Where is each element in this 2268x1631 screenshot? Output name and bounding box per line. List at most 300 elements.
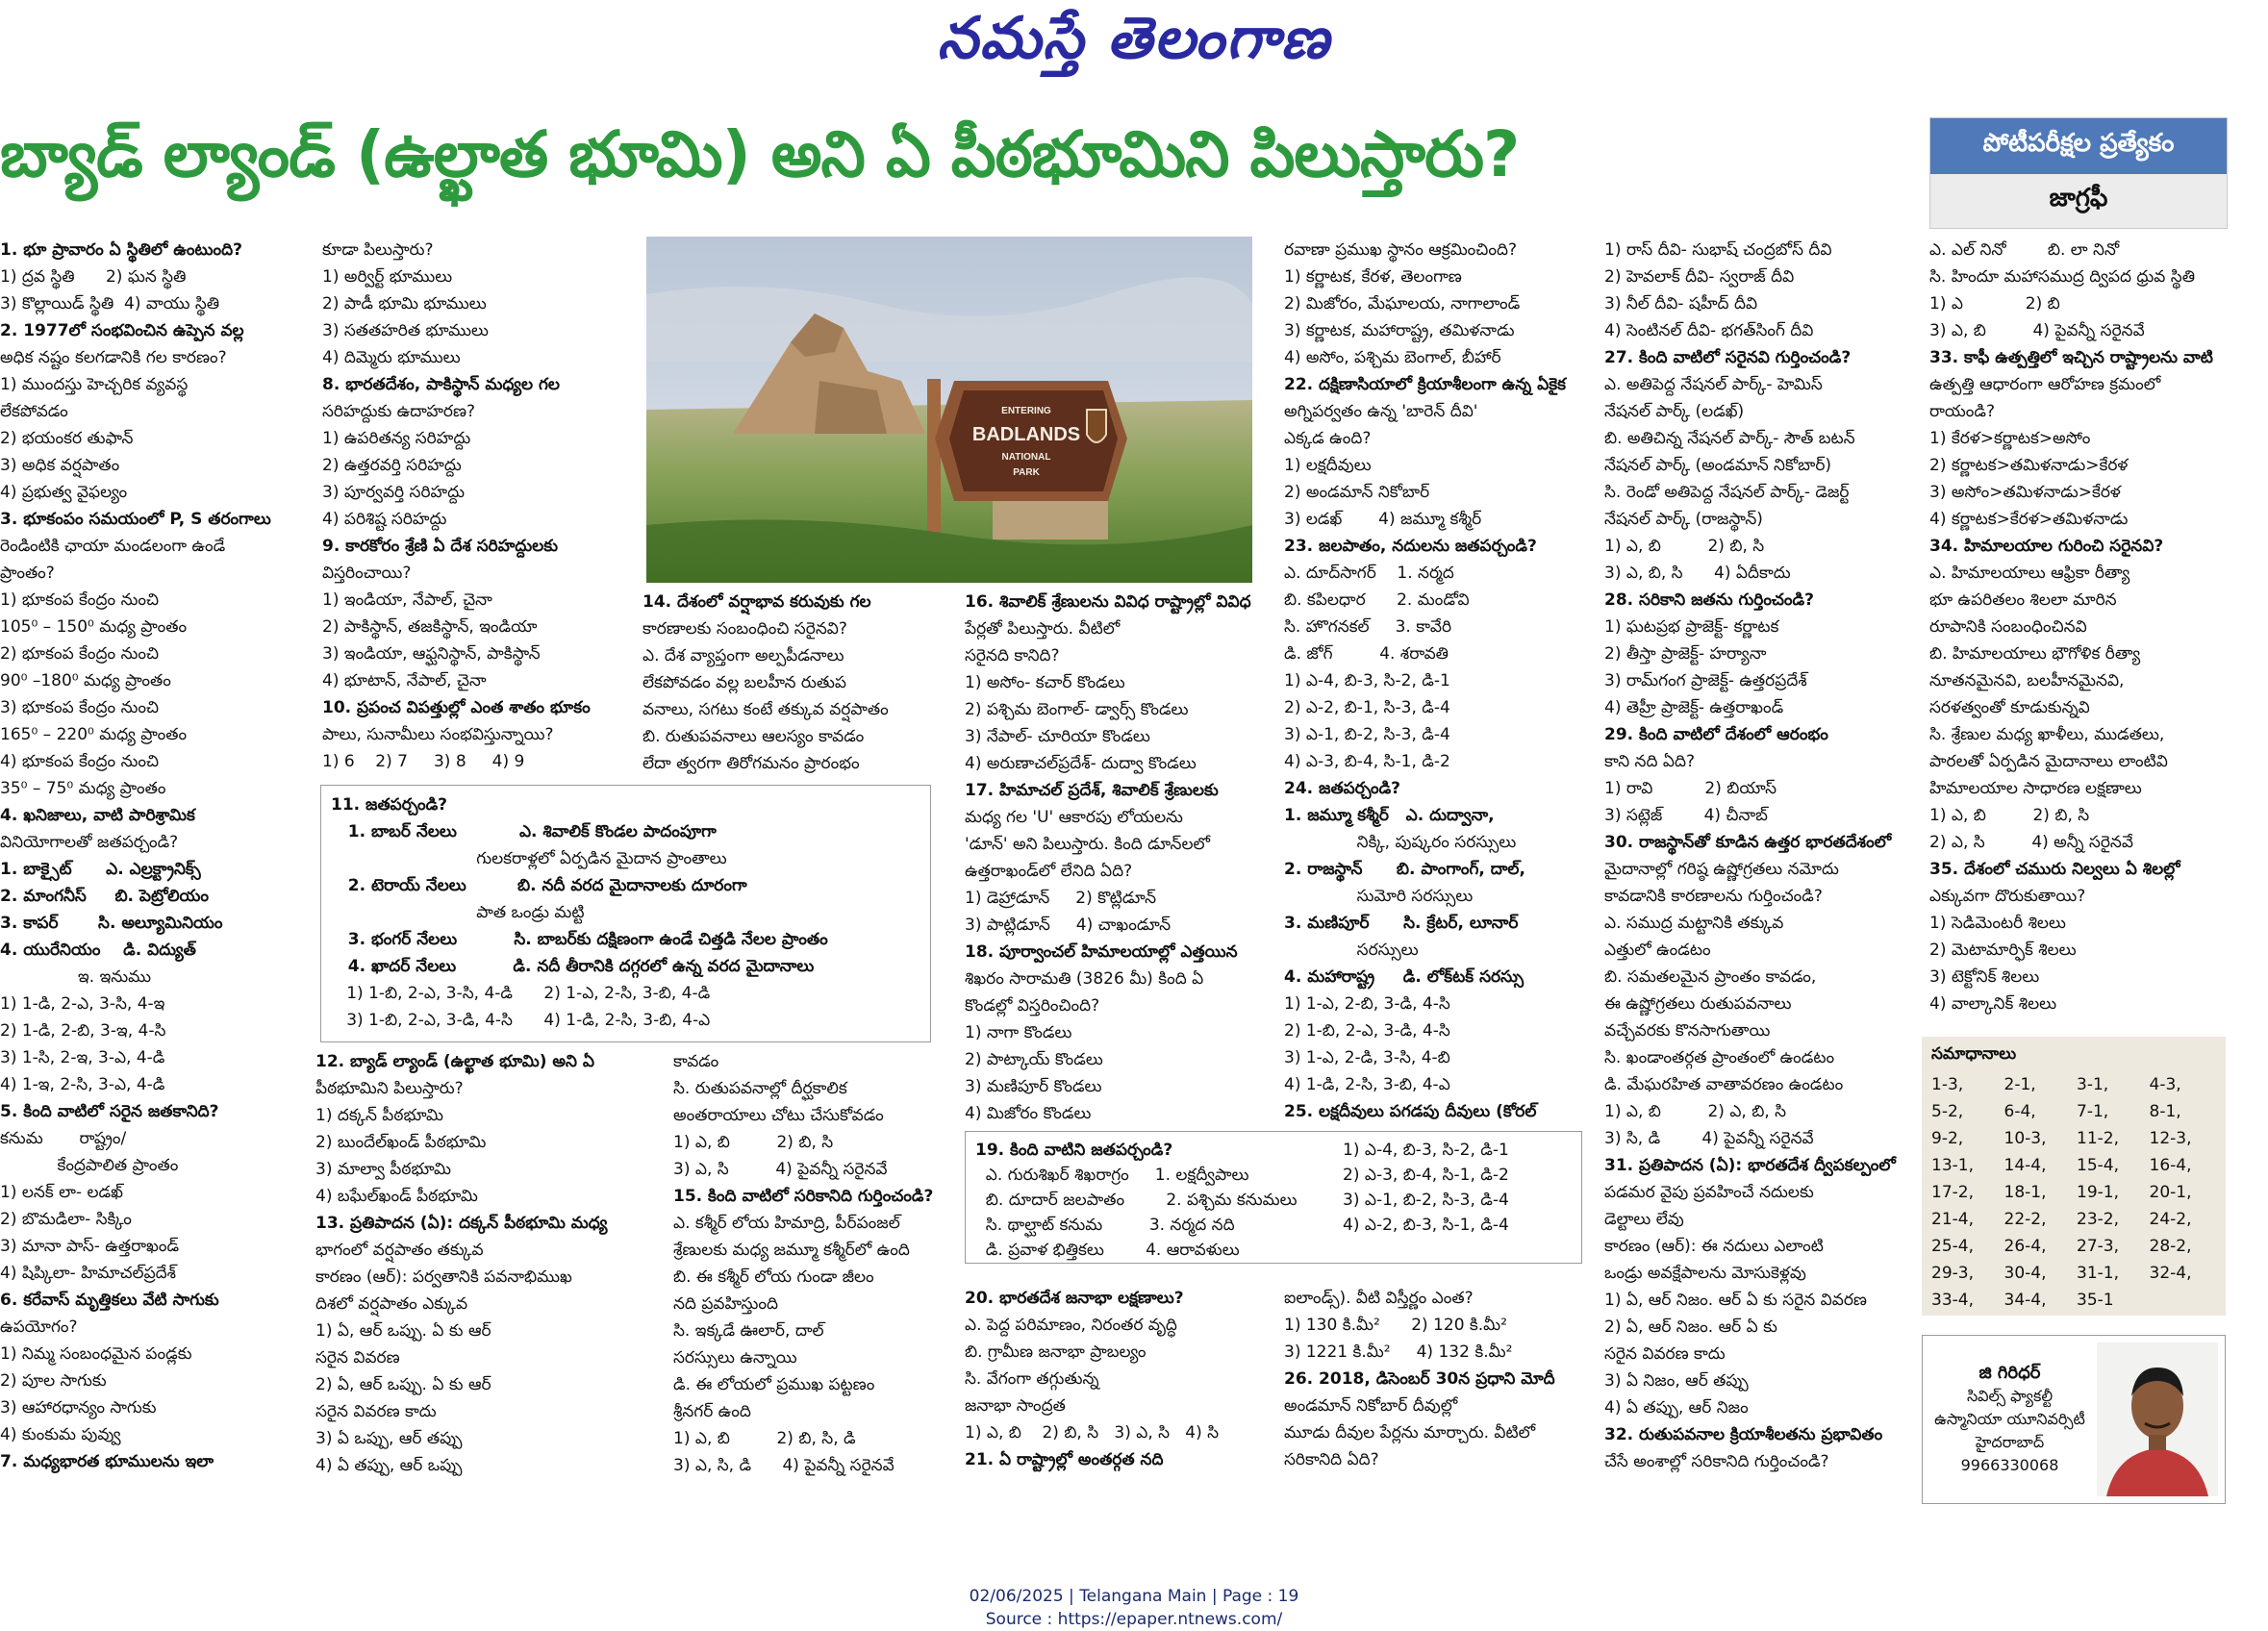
box11-line: 3. భంగర్ నేలలు సి. బాబర్‌కు దక్షిణంగా ఉండే చిత్తడి నేలల ప్రాంతం (331, 930, 828, 949)
col2-line: 10. ప్రపంచ విపత్తుల్లో ఎంత శాతం భూకం (322, 698, 591, 717)
col5-line: 4) 1-డి, 2-సి, 3-బి, 4-ఎ (1284, 1075, 1450, 1094)
col4-line: సరైనది కానిది? (965, 646, 1060, 665)
col2-line: 8. భారతదేశం, పాకిస్థాన్ మధ్యల గల (322, 375, 560, 394)
col2-line: 1) 6 2) 7 3) 8 4) 9 (322, 752, 525, 771)
col5-line: నిక్కి, పుష్కరం సరస్సులు (1284, 833, 1517, 852)
col6-line: కావడానికి కారణాలను గుర్తించండి? (1604, 887, 1823, 906)
col5b-line: అండమాన్ నికోబార్ దీవుల్లో (1284, 1396, 1458, 1416)
column-4 (965, 589, 1282, 1127)
col1-line: 4) ప్రభుత్వ వైఫల్యం (0, 483, 128, 502)
col2b-line: 3) ఏ ఒప్పు, ఆర్ తప్పు (315, 1429, 463, 1448)
col6-line: 31. ప్రతిపాదన (ఏ): భారతదేశ ద్వీపకల్పంలో (1604, 1156, 1896, 1175)
answer-item: 8-1, (2149, 1102, 2181, 1121)
col6-line: 3) ఏ నిజం, ఆర్ తప్పు (1604, 1371, 1749, 1391)
col2-line: 1) ఉపరితన్య సరిహద్దు (322, 429, 471, 448)
col5b-line: 26. 2018, డిసెంబర్ 30న ప్రధాని మోదీ (1284, 1369, 1555, 1389)
col3-line: ఎ. దేశ వ్యాప్తంగా అల్పపీడనాలు (643, 646, 844, 665)
col7-line: 1) ఎ, బి 2) బి, సి (1929, 806, 2090, 825)
col1-line: 4) 1-ఇ, 2-సి, 3-ఎ, 4-డి (0, 1075, 165, 1094)
page-footer (0, 1585, 2268, 1631)
col1-line: 1. భూ ప్రావారం ఏ స్థితిలో ఉంటుంది? (0, 240, 242, 260)
col1-line: 5. కింది వాటిలో సరైన జతకానిది? (0, 1102, 219, 1121)
box11-line: 2. టెరాయ్ నేలలు బి. నదీ వరద మైదానాలకు దూరంగా (331, 876, 747, 895)
col7-line: నూతనమైనవి, బలహీనమైనవి, (1929, 671, 2125, 690)
col2-line: 4) పరిశిష్ట సరిహద్దు (322, 510, 447, 529)
column-5 (1284, 237, 1601, 1125)
col3b-line: సరస్సులు ఉన్నాయి (673, 1348, 797, 1368)
col5-line: 2) ఎ-2, బి-1, సి-3, డి-4 (1284, 698, 1450, 717)
col2b-line: 4) బఘేల్‌ఖండ్ పీఠభూమి (315, 1187, 478, 1206)
question-19-pairs (975, 1138, 1341, 1263)
col1-line: 1) ద్రవ స్థితి 2) ఘన స్థితి (0, 267, 187, 287)
sign-text-badlands: BADLANDS (971, 424, 1081, 445)
col1-line: 105⁰ – 150⁰ మధ్య ప్రాంతం (0, 617, 188, 637)
answer-item: 23-2, (2077, 1210, 2119, 1229)
col1-line: కనుమ రాష్ట్రం/ (0, 1129, 127, 1148)
col6-line: పడమర వైపు ప్రవహించే నదులకు (1604, 1183, 1814, 1202)
col4-line: 4) మిజోరం కొండలు (965, 1104, 1092, 1123)
col4-line: 4) అరుణాచల్‌ప్రదేశ్- దుద్వా కొండలు (965, 754, 1197, 773)
col6-line: 3) ఎ, బి, సి 4) ఏదీకాదు (1604, 564, 1791, 583)
box19-line: ఎ. గురుశిఖర్ శిఖరాగ్రం 1. లక్షద్వీపాలు (975, 1166, 1249, 1185)
col4-line: కొండల్లో విస్తరించింది? (965, 996, 1100, 1016)
col4b-line: 21. ఏ రాష్ట్రాల్లో అంతర్గత నది (965, 1450, 1164, 1469)
col7-line: 3) అసోం>తమిళనాడు>కేరళ (1929, 483, 2121, 502)
col2b-line: కారణం (ఆర్): పర్వతానికి పవనాభిముఖ (315, 1267, 572, 1287)
col4-line: 3) మణిపూర్ కొండలు (965, 1077, 1102, 1096)
col1-line: 3) ఆహారధాన్యం సాగుకు (0, 1398, 157, 1418)
author-info (1923, 1336, 2097, 1503)
col1-line: 2) బొమడిలా- సిక్కిం (0, 1210, 132, 1229)
col5b-line: మూడు దీవుల పేర్లను మార్చారు. వీటిలో (1284, 1423, 1536, 1443)
col2-line: 4) భూటాన్, నేపాల్, చైనా (322, 671, 487, 690)
col3b-line: శ్రేణులకు మధ్య జమ్మూ కశ్మీర్‌లో ఉంది (673, 1241, 910, 1260)
col1-line: 4. ఖనిజాలు, వాటి పారిశ్రామిక (0, 806, 195, 825)
answer-item: 2-1, (2003, 1075, 2036, 1094)
col6-line: 1) ఎ, బి 2) ఎ, బి, సి (1604, 1102, 1787, 1121)
col1-line: 1) భూకంప కేంద్రం నుంచి (0, 590, 160, 610)
author-phone: 9966330068 (1960, 1456, 2059, 1474)
col2-line: విస్తరించాయి? (322, 564, 412, 583)
col5-line: 3) లడఖ్ 4) జమ్మూ కశ్మీర్ (1284, 510, 1482, 529)
col3b-line: శ్రీనగర్ ఉంది (673, 1402, 751, 1421)
col6-line: 29. కింది వాటిలో దేశంలో ఆరంభం (1604, 725, 1828, 744)
col5-line: రవాణా ప్రముఖ స్థానం ఆక్రమించింది? (1284, 240, 1517, 260)
col5-line: 1) లక్షదీవులు (1284, 456, 1372, 475)
col3b-line: 15. కింది వాటిలో సరికానిది గుర్తించండి? (673, 1187, 934, 1206)
col4-line: మధ్య గల 'U' ఆకారపు లోయలను (965, 808, 1183, 827)
col5-line: బి. కపిలధార 2. మండోవి (1284, 590, 1470, 610)
box11-line: 1. బాబర్ నేలలు ఎ. శివాలిక్ కొండల పాదంపూగా (331, 822, 717, 841)
answer-item: 13-1, (1931, 1156, 1974, 1175)
col6-line: 4) ఏ తప్పు, ఆర్ నిజం (1604, 1398, 1749, 1418)
col1-line: 3) అధిక వర్షపాతం (0, 456, 120, 475)
col6-line: బి. అతిచిన్న నేషనల్ పార్క్- సౌత్ బటన్ (1604, 429, 1855, 448)
col4-line: ఉత్తరాఖండ్‌లో లేనిది ఏది? (965, 862, 1133, 881)
col2b-line: 1) ఏ, ఆర్ ఒప్పు. ఏ కు ఆర్ (315, 1321, 491, 1341)
answer-item: 31-1, (2077, 1264, 2119, 1283)
col6-line: 3) నీల్ దీవి- షహీద్ దీవి (1604, 294, 1758, 314)
col2-line: 2) పాడీ భూమి భూములు (322, 294, 487, 314)
author-line-1: సివిల్స్ ఫ్యాకల్టీ (1966, 1387, 2054, 1405)
col5-line: 1) ఎ-4, బి-3, సి-2, డి-1 (1284, 671, 1450, 690)
col4-line: 3) పాట్లిడూన్ 4) చాఖండూన్ (965, 916, 1172, 935)
col7-line: 1) సెడిమెంటరీ శిలలు (1929, 914, 2066, 933)
col2b-line: 2) ఏ, ఆర్ ఒప్పు. ఏ కు ఆర్ (315, 1375, 491, 1394)
answer-item: 4-3, (2149, 1075, 2181, 1094)
col5-line: 2) 1-బి, 2-ఎ, 3-డి, 4-సి (1284, 1021, 1450, 1041)
box11-line: పాత ఒండ్రు మట్టి (331, 903, 585, 922)
col6-line: 1) రాస్ దీవి- సుభాష్ చంద్రబోస్ దీవి (1604, 240, 1832, 260)
col1-line: రెండింటికి ఛాయా మండలంగా ఉండే (0, 537, 226, 556)
col2b-line: సరైన వివరణ (315, 1348, 400, 1368)
col5-line: 2) అండమాన్ నికోబార్ (1284, 483, 1430, 502)
col2-line: సరిహద్దుకు ఉదాహరణ? (322, 402, 476, 421)
column-3 (643, 589, 952, 781)
col6-line: సి. రెండో అతిపెద్ద నేషనల్ పార్క్- డెజర్ట్ (1604, 483, 1850, 502)
masthead (0, 6, 2268, 85)
col2b-line: 3) మాల్వా పీఠభూమి (315, 1160, 452, 1179)
box11-line: గులకరాళ్లలో ఏర్పడిన మైదాన ప్రాంతాలు (331, 849, 727, 868)
col5-line: 22. దక్షిణాసియాలో క్రియాశీలంగా ఉన్న ఏకైక (1284, 375, 1566, 394)
col3-line: వనాలు, సగటు కంటే తక్కువ వర్షపాతం (643, 700, 889, 719)
col6-line: కాని నది ఏది? (1604, 752, 1696, 771)
col6-line: ఈ ఉష్ణోగ్రతలు రుతుపవనాలు (1604, 994, 1792, 1014)
col6-line: 1) రావి 2) బియాస్ (1604, 779, 1777, 798)
col1-line: 3) 1-సి, 2-ఇ, 3-ఎ, 4-డి (0, 1048, 165, 1067)
col6-line: నేషనల్ పార్క్ (అండమాన్ నికోబార్) (1604, 456, 1832, 475)
col6-line: ఒండ్రు అవక్షేపాలను మోసుకెళ్లవు (1604, 1264, 1806, 1283)
col4-line: 1) అసోం- కచార్ కొండలు (965, 673, 1125, 692)
box11-line: 3) 1-బి, 2-ఎ, 3-డి, 4-సి 4) 1-డి, 2-సి, 3-బి, 4-ఎ (331, 1011, 711, 1030)
col6-line: మైదానాల్లో గరిష్ఠ ఉష్ణోగ్రతలు నమోదు (1604, 860, 1839, 879)
col1-line: 2. 1977లో సంభవించిన ఉప్పెన వల్ల (0, 321, 244, 340)
col5-line: 3) కర్ణాటక, మహారాష్ట్ర, తమిళనాడు (1284, 321, 1515, 340)
col6-line: నేషనల్ పార్క్ (రాజస్థాన్) (1604, 510, 1763, 529)
col5-line: 3) ఎ-1, బి-2, సి-3, డి-4 (1284, 725, 1450, 744)
col2b-line: సరైన వివరణ కాదు (315, 1402, 437, 1421)
col6-line: 27. కింది వాటిలో సరైనవి గుర్తించండి? (1604, 348, 1852, 367)
question-19-options (1343, 1138, 1574, 1238)
answer-item: 10-3, (2003, 1129, 2047, 1148)
section-subject: జాగ్రఫీ (1930, 174, 2227, 228)
col1-line: అధిక నష్టం కలగడానికి గల కారణం? (0, 348, 227, 367)
col1-line: 3. కాపర్ సి. అల్యూమినియం (0, 914, 223, 933)
col1-line: 4) కుంకుమ పువ్వు (0, 1425, 121, 1444)
col6-line: నేషనల్ పార్క్ (లడఖ్) (1604, 402, 1745, 421)
question-19-box (965, 1131, 1582, 1264)
col5-line: 1) కర్ణాటక, కేరళ, తెలంగాణ (1284, 267, 1462, 287)
col2-line: 3) సతతహరిత భూములు (322, 321, 489, 340)
col1-line: 4) షిప్కిలా- హిమాచల్‌ప్రదేశ్ (0, 1264, 177, 1283)
answer-item: 24-2, (2149, 1210, 2192, 1229)
col6-line: 2) ఏ, ఆర్ నిజం. ఆర్ ఏ కు (1604, 1317, 1777, 1337)
answer-item: 35-1 (2077, 1291, 2114, 1310)
col1-line: 3. భూకంపం సమయంలో P, S తరంగాలు (0, 510, 271, 529)
col5-line: ఎక్కడ ఉంది? (1284, 429, 1372, 448)
col3b-line: బి. ఈ కశ్మీర్ లోయ గుండా జీలం (673, 1267, 874, 1287)
col3b-line: డి. ఈ లోయలో ప్రముఖ పట్టణం (673, 1375, 875, 1394)
col6-line: 3) సి, డి 4) పైవన్నీ సరైనవే (1604, 1129, 1814, 1148)
col2b-line: భాగంలో వర్షపాతం తక్కువ (315, 1241, 484, 1260)
box19-line: బి. దూదార్ జలపాతం 2. పశ్చిమ కనుమలు (975, 1191, 1298, 1210)
col1-line: 4. యురేనియం డి. విద్యుత్ (0, 941, 196, 960)
answer-item: 9-2, (1931, 1129, 1964, 1148)
col6-line: 1) ఘటప్రభ ప్రాజెక్ట్- కర్ణాటక (1604, 617, 1779, 637)
col6-line: ఎ. సముద్ర మట్టానికి తక్కువ (1604, 914, 1784, 933)
col5-line: 25. లక్షదీవులు పగడపు దీవులు (కోరల్ (1284, 1102, 1537, 1121)
col2-line: 3) పూర్వవర్తి సరిహద్దు (322, 483, 466, 502)
col6-line: సరైన వివరణ కాదు (1604, 1344, 1726, 1364)
sign-text-national: NATIONAL (1001, 452, 1051, 463)
col3b-line: నది ప్రవహిస్తుంది (673, 1294, 778, 1314)
headline-text: బ్యాడ్ ల్యాండ్ (ఉల్ఖాత భూమి) అని ఏ పీఠభూమిని పిలుస్తారు? (0, 116, 1520, 191)
answer-item: 28-2, (2149, 1237, 2192, 1256)
col1-line: 1) లనక్ లా- లడఖ్ (0, 1183, 123, 1202)
col1-line: 7. మధ్యభారత భూములను ఇలా (0, 1452, 214, 1471)
answer-item: 30-4, (2003, 1264, 2047, 1283)
col3b-line: 1) ఎ, బి 2) బి, సి (673, 1133, 834, 1152)
sign-text-entering: ENTERING (1001, 406, 1051, 416)
box11-line: 1) 1-బి, 2-ఎ, 3-సి, 4-డి 2) 1-ఎ, 2-సి, 3-బి, 4-డి (331, 984, 711, 1003)
author-card (1922, 1335, 2226, 1504)
col7-line: 3) ఎ, బి 4) పైవన్నీ సరైనవే (1929, 321, 2145, 340)
col1-line: 165⁰ – 220⁰ మధ్య ప్రాంతం (0, 725, 188, 744)
col4b-line: జనాభా సాంద్రత (965, 1396, 1066, 1416)
col1-line: 1) 1-డి, 2-ఎ, 3-సి, 4-ఇ (0, 994, 165, 1014)
col7-line: 1) ఎ 2) బి (1929, 294, 2060, 314)
col1-line: 90⁰ –180⁰ మధ్య ప్రాంతం (0, 671, 171, 690)
col1-line: 1) ముందస్తు హెచ్చరిక వ్యవస్థ (0, 375, 189, 394)
col6-line: వచ్చేవరకు కొనసాగుతాయి (1604, 1021, 1771, 1041)
col4-line: శిఖరం సారామతి (3826 మీ) కింది ఏ (965, 969, 1204, 989)
col3-line: 14. దేశంలో వర్షాభావ కరువుకు గల (643, 592, 871, 612)
box11-line: 11. జతపర్చండి? (331, 795, 448, 815)
col7-line: ఎ. ఎల్ నినో బి. లా నినో (1929, 240, 2120, 260)
col4b-line: సి. వేగంగా తగ్గుతున్న (965, 1369, 1099, 1389)
answer-item: 7-1, (2077, 1102, 2109, 1121)
col2b-line: దిశలో వర్షపాతం ఎక్కువ (315, 1294, 468, 1314)
col5-line: సరస్సులు (1284, 941, 1419, 960)
author-photo (2097, 1342, 2218, 1496)
col6-line: సి. ఖండాంతర్గత ప్రాంతంలో ఉండటం (1604, 1048, 1835, 1067)
answer-item: 5-2, (1931, 1102, 1964, 1121)
col2-line: పాలు, సునామీలు సంభవిస్తున్నాయి? (322, 725, 554, 744)
col2b-line: 12. బ్యాడ్ ల్యాండ్ (ఉల్ఖాత భూమి) అని ఏ (315, 1052, 594, 1071)
box19_options-line: 4) ఎ-2, బి-3, సి-1, డి-4 (1343, 1216, 1509, 1235)
col3b-line: అంతరాయాలు చోటు చేసుకోవడం (673, 1106, 884, 1125)
col6-line: డి. మేఘరహిత వాతావరణం ఉండటం (1604, 1075, 1844, 1094)
col2b-line: 13. ప్రతిపాదన (ఏ): దక్కన్ పీఠభూమి మధ్య (315, 1214, 608, 1233)
col7-line: భూ ఉపరితలం శిలలా మారిన (1929, 590, 2117, 610)
col5-line: 3. మణిపూర్ సి. క్రేటర్, లూనార్ (1284, 914, 1519, 933)
col6-line: 2) హెవలాక్ దీవి- స్వరాజ్ దీవి (1604, 267, 1795, 287)
col5b-line: సరికానిది ఏది? (1284, 1450, 1379, 1469)
col1-line: ఇ. ఇనుము (0, 967, 151, 987)
col3-line: కారణాలకు సంబంధించి సరైనవి? (643, 619, 847, 639)
col7-line: 2) మెటామార్ఫిక్ శిలలు (1929, 941, 2077, 960)
col5-line: 1) 1-ఎ, 2-బి, 3-డి, 4-సి (1284, 994, 1450, 1014)
col2-line: 4) దిమ్మెరు భూములు (322, 348, 461, 367)
col7-line: 35. దేశంలో చమురు నిల్వలు ఏ శిలల్లో (1929, 860, 2180, 879)
answer-item: 33-4, (1931, 1291, 1974, 1310)
col6-line: 4) సెంటినల్ దీవి- భగత్‌సింగ్ దీవి (1604, 321, 1814, 340)
answer-item: 1-3, (1931, 1075, 1964, 1094)
answer-item: 3-1, (2077, 1075, 2109, 1094)
col2-line: 2) పాకిస్థాన్, తజకిస్థాన్, ఇండియా (322, 617, 538, 637)
answer-item: 11-2, (2077, 1129, 2119, 1148)
col4-line: పేర్లతో పిలుస్తారు. వీటిలో (965, 619, 1121, 639)
col5-line: 4. మహారాష్ట్ర డి. లోక్‌టక్ సరస్సు (1284, 967, 1525, 987)
col3b-line: 1) ఎ, బి 2) బి, సి, డి (673, 1429, 856, 1448)
col2b-line: పీఠభూమిని పిలుస్తారు? (315, 1079, 464, 1098)
col7-line: రూపానికి సంబంధించినవి (1929, 617, 2087, 637)
section-box (1929, 117, 2228, 229)
col1-line: లేకపోవడం (0, 402, 68, 421)
answer-item: 27-3, (2077, 1237, 2119, 1256)
col1-line: 1. బాక్సైట్ ఎ. ఎల్రక్ట్రానిక్స్ (0, 860, 201, 879)
col7-line: 1) కేరళ>కర్ణాటక>అసోం (1929, 429, 2091, 448)
col6-line: 3) రామ్‌గంగ ప్రాజెక్ట్- ఉత్తరప్రదేశ్ (1604, 671, 1807, 690)
col4b-line: 20. భారతదేశ జనాభా లక్షణాలు? (965, 1289, 1184, 1308)
col4-line: 18. పూర్వాంచల్ హిమాలయాల్లో ఎత్తయిన (965, 942, 1238, 962)
col1-line: 2) భూకంప కేంద్రం నుంచి (0, 644, 160, 664)
col7-line: 4) వాల్కానిక్ శిలలు (1929, 994, 2057, 1014)
col5-line: సుమోరి సరస్సులు (1284, 887, 1474, 906)
col2-line: 1) ఇండియా, నేపాల్, చైనా (322, 590, 492, 610)
col2b-line: 1) దక్కన్ పీఠభూమి (315, 1106, 444, 1125)
col1-line: ప్రాంతం? (0, 564, 55, 583)
col6-line: 2) తీస్తా ప్రాజెక్ట్- హర్యానా (1604, 644, 1767, 664)
col6-line: 32. రుతుపవనాల క్రియాశీలతను ప్రభావితం (1604, 1425, 1883, 1444)
column-1 (0, 237, 310, 1477)
col3b-line: సి. ఇక్కడే ఊలార్, దాల్ (673, 1321, 824, 1341)
col5-line: 3) 1-ఎ, 2-డి, 3-సి, 4-బి (1284, 1048, 1450, 1067)
col6-line: 1) ఏ, ఆర్ నిజం. ఆర్ ఏ కు సరైన వివరణ (1604, 1291, 1867, 1310)
col3-line: లేకపోవడం వల్ల బలహీన రుతుప (643, 673, 847, 692)
answer-item: 29-3, (1931, 1264, 1974, 1283)
author-line-3: హైదరాబాద్ (1975, 1433, 2045, 1451)
col3b-line: ఎ. కశ్మీర్ లోయ హిమాద్రి, పీర్‌పంజల్ (673, 1214, 900, 1233)
col5-line: ఎ. దూద్‌సాగర్ 1. నర్మద (1284, 564, 1454, 583)
col1-line: 4) భూకంప కేంద్రం నుంచి (0, 752, 160, 771)
answer-item: 15-4, (2077, 1156, 2119, 1175)
arrowhead-icon (1087, 410, 1106, 442)
answers-box (1922, 1037, 2226, 1316)
answers-grid (1931, 1071, 2216, 1314)
col3b-line: కావడం (673, 1052, 719, 1071)
masthead-logo: నమస్తే తెలంగాణ (937, 5, 1331, 72)
sign-text-park: PARK (1013, 467, 1040, 478)
col7-line: 3) టెక్టోనిక్ శిలలు (1929, 967, 2040, 987)
col5b-line: ఐలాండ్స్). వీటి విస్తీర్ణం ఎంత? (1284, 1289, 1474, 1308)
col1-line: 3) కొల్లాయిడ్ స్థితి 4) వాయు స్థితి (0, 294, 220, 314)
col5-line: 23. జలపాతం, నదులను జతపర్చండి? (1284, 537, 1537, 556)
answer-item: 12-3, (2149, 1129, 2192, 1148)
footer-source-line: Source : https://epaper.ntnews.com/ (985, 1610, 1283, 1629)
col6-line: డెల్టాలు లేవు (1604, 1210, 1684, 1229)
answer-item: 22-2, (2003, 1210, 2047, 1229)
col4-line: 16. శివాలిక్ శ్రేణులను వివిధ రాష్ట్రాల్లో వివిధ (965, 592, 1251, 612)
col4b-line: ఎ. పెద్ద పరిమాణం, నిరంతర వృద్ధి (965, 1316, 1177, 1335)
answers-title: సమాధానాలు (1931, 1044, 2017, 1064)
col7-line: 4) కర్ణాటక>కేరళ>తమిళనాడు (1929, 510, 2129, 529)
col2-line: 2) ఉత్తరవర్తి సరిహద్దు (322, 456, 462, 475)
column-5-lower (1284, 1285, 1601, 1477)
col1-line: 6. కరేవాస్ మృత్తికలు వేటి సాగుకు (0, 1291, 219, 1310)
col4b-line: 1) ఎ, బి 2) బి, సి 3) ఎ, సి 4) సి (965, 1423, 1220, 1443)
box19_options-line: 2) ఎ-3, బి-4, సి-1, డి-2 (1343, 1166, 1509, 1185)
col6-line: 28. సరికాని జతను గుర్తించండి? (1604, 590, 1814, 610)
col5-line: 2) మిజోరం, మేఘాలయ, నాగాలాండ్ (1284, 294, 1521, 314)
col2-line: కూడా పిలుస్తారు? (322, 240, 434, 260)
column-7 (1929, 237, 2235, 1025)
badlands-photo (646, 237, 1252, 583)
answer-item: 21-4, (1931, 1210, 1974, 1229)
col2b-line: 2) బుందేల్‌ఖండ్ పీఠభూమి (315, 1133, 487, 1152)
col5-line: 1. జమ్మూ కశ్మీర్ ఎ. దుద్వానా, (1284, 806, 1495, 825)
answer-item: 19-1, (2077, 1183, 2119, 1202)
col7-line: సి. శ్రేణుల మధ్య ఖాళీలు, ముడతలు, (1929, 725, 2165, 744)
author-line-2: ఉస్మానియా యూనివర్సిటీ (1934, 1410, 2085, 1428)
col6-line: 30. రాజస్థాన్‌తో కూడిన ఉత్తర భారతదేశంలో (1604, 833, 1892, 852)
col3b-line: 3) ఎ, సి 4) పైవన్నీ సరైనవే (673, 1160, 888, 1179)
col7-line: 2) ఎ, సి 4) అన్నీ సరైనవే (1929, 833, 2133, 852)
answer-item: 26-4, (2003, 1237, 2047, 1256)
col4-line: 1) నాగా కొండలు (965, 1023, 1072, 1042)
col1-line: వినియోగాలతో జతపర్చండి? (0, 833, 179, 852)
answer-item: 17-2, (1931, 1183, 1974, 1202)
col6-line: 3) సట్లెజ్ 4) చీనాబ్ (1604, 806, 1768, 825)
answer-item: 25-4, (1931, 1237, 1974, 1256)
col5-line: డి. జోగ్ 4. శరావతి (1284, 644, 1449, 664)
col1-line: 2) భయంకర తుఫాన్ (0, 429, 134, 448)
col2-line: 9. కారకోరం శ్రేణి ఏ దేశ సరిహద్దులకు (322, 537, 558, 556)
column-2-lower (315, 1048, 643, 1479)
col6-line: కారణం (ఆర్): ఈ నదులు ఎలాంటి (1604, 1237, 1824, 1256)
col7-line: సరళత్వంతో కూడుకున్నవి (1929, 698, 2090, 717)
col5-line: 4) ఎ-3, బి-4, సి-1, డి-2 (1284, 752, 1450, 771)
col5-line: అగ్నిపర్వతం ఉన్న 'బారెన్ దీవి' (1284, 402, 1478, 421)
col5-line: 24. జతపర్చండి? (1284, 779, 1401, 798)
col3b-line: సి. రుతుపవనాల్లో దీర్ఘకాలిక (673, 1079, 847, 1098)
col4-line: 17. హిమాచల్ ప్రదేశ్, శివాలిక్ శ్రేణులకు (965, 781, 1219, 800)
answer-item: 18-1, (2003, 1183, 2047, 1202)
col5-line: 4) అసోం, పశ్చిమ బెంగాల్, బీహార్ (1284, 348, 1501, 367)
answer-item: 20-1, (2149, 1183, 2192, 1202)
author-name: జి గిరిధర్ (1978, 1363, 2041, 1383)
col7-line: 2) కర్ణాటక>తమిళనాడు>కేరళ (1929, 456, 2129, 475)
column-3-lower (673, 1048, 962, 1479)
box11-line: 4. ఖాదర్ నేలలు డి. నదీ తీరానికి దగ్గరలో ఉన్న వరద మైదానాలు (331, 957, 815, 976)
col1-line: 1) నిమ్మ సంబంధమైన పండ్లకు (0, 1344, 192, 1364)
column-6 (1604, 237, 1920, 1477)
col7-line: హిమాలయాల సాధారణ లక్షణాలు (1929, 779, 2142, 798)
box19_options-line: 1) ఎ-4, బి-3, సి-2, డి-1 (1343, 1141, 1509, 1160)
col1-line: 2. మాంగనీస్ బి. పెట్రోలియం (0, 887, 210, 906)
col1-line: 2) పూల సాగుకు (0, 1371, 107, 1391)
section-title: పోటీపరీక్షల ప్రత్యేకం (1930, 118, 2227, 174)
col1-line: 2) 1-డి, 2-బి, 3-ఇ, 4-సి (0, 1021, 166, 1041)
col2-line: 1) అర్విర్ట్ భూములు (322, 267, 453, 287)
col2b-line: 4) ఏ తప్పు, ఆర్ ఒప్పు (315, 1456, 463, 1475)
col6-line: చేసే అంశాల్లో సరికానిది గుర్తించండి? (1604, 1452, 1829, 1471)
question-11-box (320, 785, 931, 1042)
col6-line: ఎత్తులో ఉండటం (1604, 941, 1711, 960)
col2-line: 3) ఇండియా, ఆఫ్ఘనిస్థాన్, పాకిస్థాన్ (322, 644, 541, 664)
headline (0, 113, 1909, 210)
col7-line: ఎక్కువగా దొరుకుతాయి? (1929, 887, 2086, 906)
